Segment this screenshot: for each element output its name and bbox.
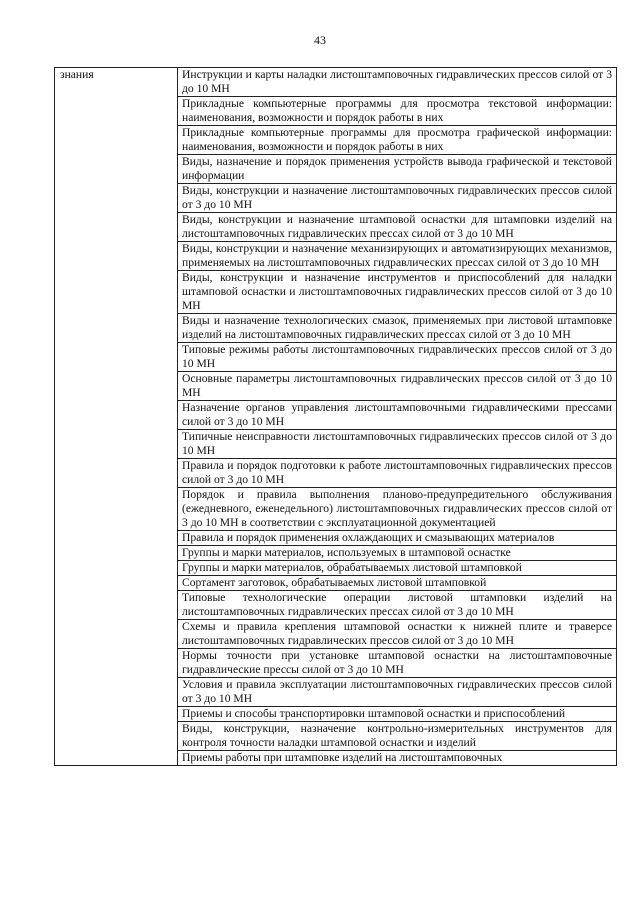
knowledge-item: Нормы точности при установке штамповой оснастки на листоштамповочные гидравлические прессы силой от 3 до 10 МН: [178, 649, 617, 678]
category-label-cell: знания: [55, 68, 178, 766]
knowledge-item: Правила и порядок подготовки к работе листоштамповочных гидравлических прессов силой от 3 до 10 МН: [178, 459, 617, 488]
knowledge-item: Виды, назначение и порядок применения устройств вывода графической и текстовой информации: [178, 155, 617, 184]
knowledge-item: Группы и марки материалов, обрабатываемых листовой штамповкой: [178, 561, 617, 576]
knowledge-item: Приемы работы при штамповке изделий на листоштамповочных: [178, 751, 617, 766]
knowledge-item: Типовые режимы работы листоштамповочных гидравлических прессов силой от 3 до 10 МН: [178, 343, 617, 372]
knowledge-table-body: [55, 68, 617, 766]
page-number: 43: [314, 33, 326, 47]
knowledge-item: Виды, конструкции, назначение контрольно-измерительных инструментов для контроля точности наладки штамповой оснастки и изделий: [178, 722, 617, 751]
knowledge-item: Виды, конструкции и назначение штамповой оснастки для штамповки изделий на листоштамповочных гидравлических прессах силой от 3 до 10 МН: [178, 213, 617, 242]
knowledge-item: Приемы и способы транспортировки штамповой оснастки и приспособлений: [178, 707, 617, 722]
knowledge-item: Виды и назначение технологических смазок, применяемых при листовой штамповке изделий на листоштамповочных гидравлических прессах силой от 3 до 10 МН: [178, 314, 617, 343]
knowledge-item: Виды, конструкции и назначение механизирующих и автоматизирующих механизмов, применяемых на листоштамповочных гидравлических прессах силой от 3 до 10 МН: [178, 242, 617, 271]
knowledge-item: Назначение органов управления листоштамповочными гидравлическими прессами силой от 3 до 10 МН: [178, 401, 617, 430]
knowledge-item: Схемы и правила крепления штамповой оснастки к нижней плите и траверсе листоштамповочных гидравлических прессов силой от 3 до 10 МН: [178, 620, 617, 649]
knowledge-item: Типичные неисправности листоштамповочных гидравлических прессов силой от 3 до 10 МН: [178, 430, 617, 459]
knowledge-item: Виды, конструкции и назначение листоштамповочных гидравлических прессов силой от 3 до 10 МН: [178, 184, 617, 213]
knowledge-item: Прикладные компьютерные программы для просмотра графической информации: наименования, возможности и порядок работы в них: [178, 126, 617, 155]
knowledge-item: Условия и правила эксплуатации листоштамповочных гидравлических прессов силой от 3 до 10 МН: [178, 678, 617, 707]
knowledge-item: Правила и порядок применения охлаждающих и смазывающих материалов: [178, 531, 617, 546]
knowledge-item: Порядок и правила выполнения планово-предупредительного обслуживания (ежедневного, еженедельного) листоштамповочных гидравлических прессов силой от 3 до 10 МН в соответствии с эксплуатационной документацией: [178, 488, 617, 531]
knowledge-item: Виды, конструкции и назначение инструментов и приспособлений для наладки штамповой оснастки и листоштамповочных гидравлических прессов силой от 3 до 10 МН: [178, 271, 617, 314]
knowledge-item: Инструкции и карты наладки листоштамповочных гидравлических прессов силой от 3 до 10 МН: [178, 68, 617, 97]
knowledge-item: Прикладные компьютерные программы для просмотра текстовой информации: наименования, возможности и порядок работы в них: [178, 97, 617, 126]
page-bottom-margin: [0, 858, 640, 905]
knowledge-item: Типовые технологические операции листовой штамповки изделий на листоштамповочных гидравлических прессах силой от 3 до 10 МН: [178, 591, 617, 620]
knowledge-item: Группы и марки материалов, используемых в штамповой оснастке: [178, 546, 617, 561]
knowledge-item: Основные параметры листоштамповочных гидравлических прессов силой от 3 до 10 МН: [178, 372, 617, 401]
table-row: [55, 68, 617, 97]
knowledge-table: [54, 67, 617, 766]
knowledge-item: Сортамент заготовок, обрабатываемых листовой штамповкой: [178, 576, 617, 591]
